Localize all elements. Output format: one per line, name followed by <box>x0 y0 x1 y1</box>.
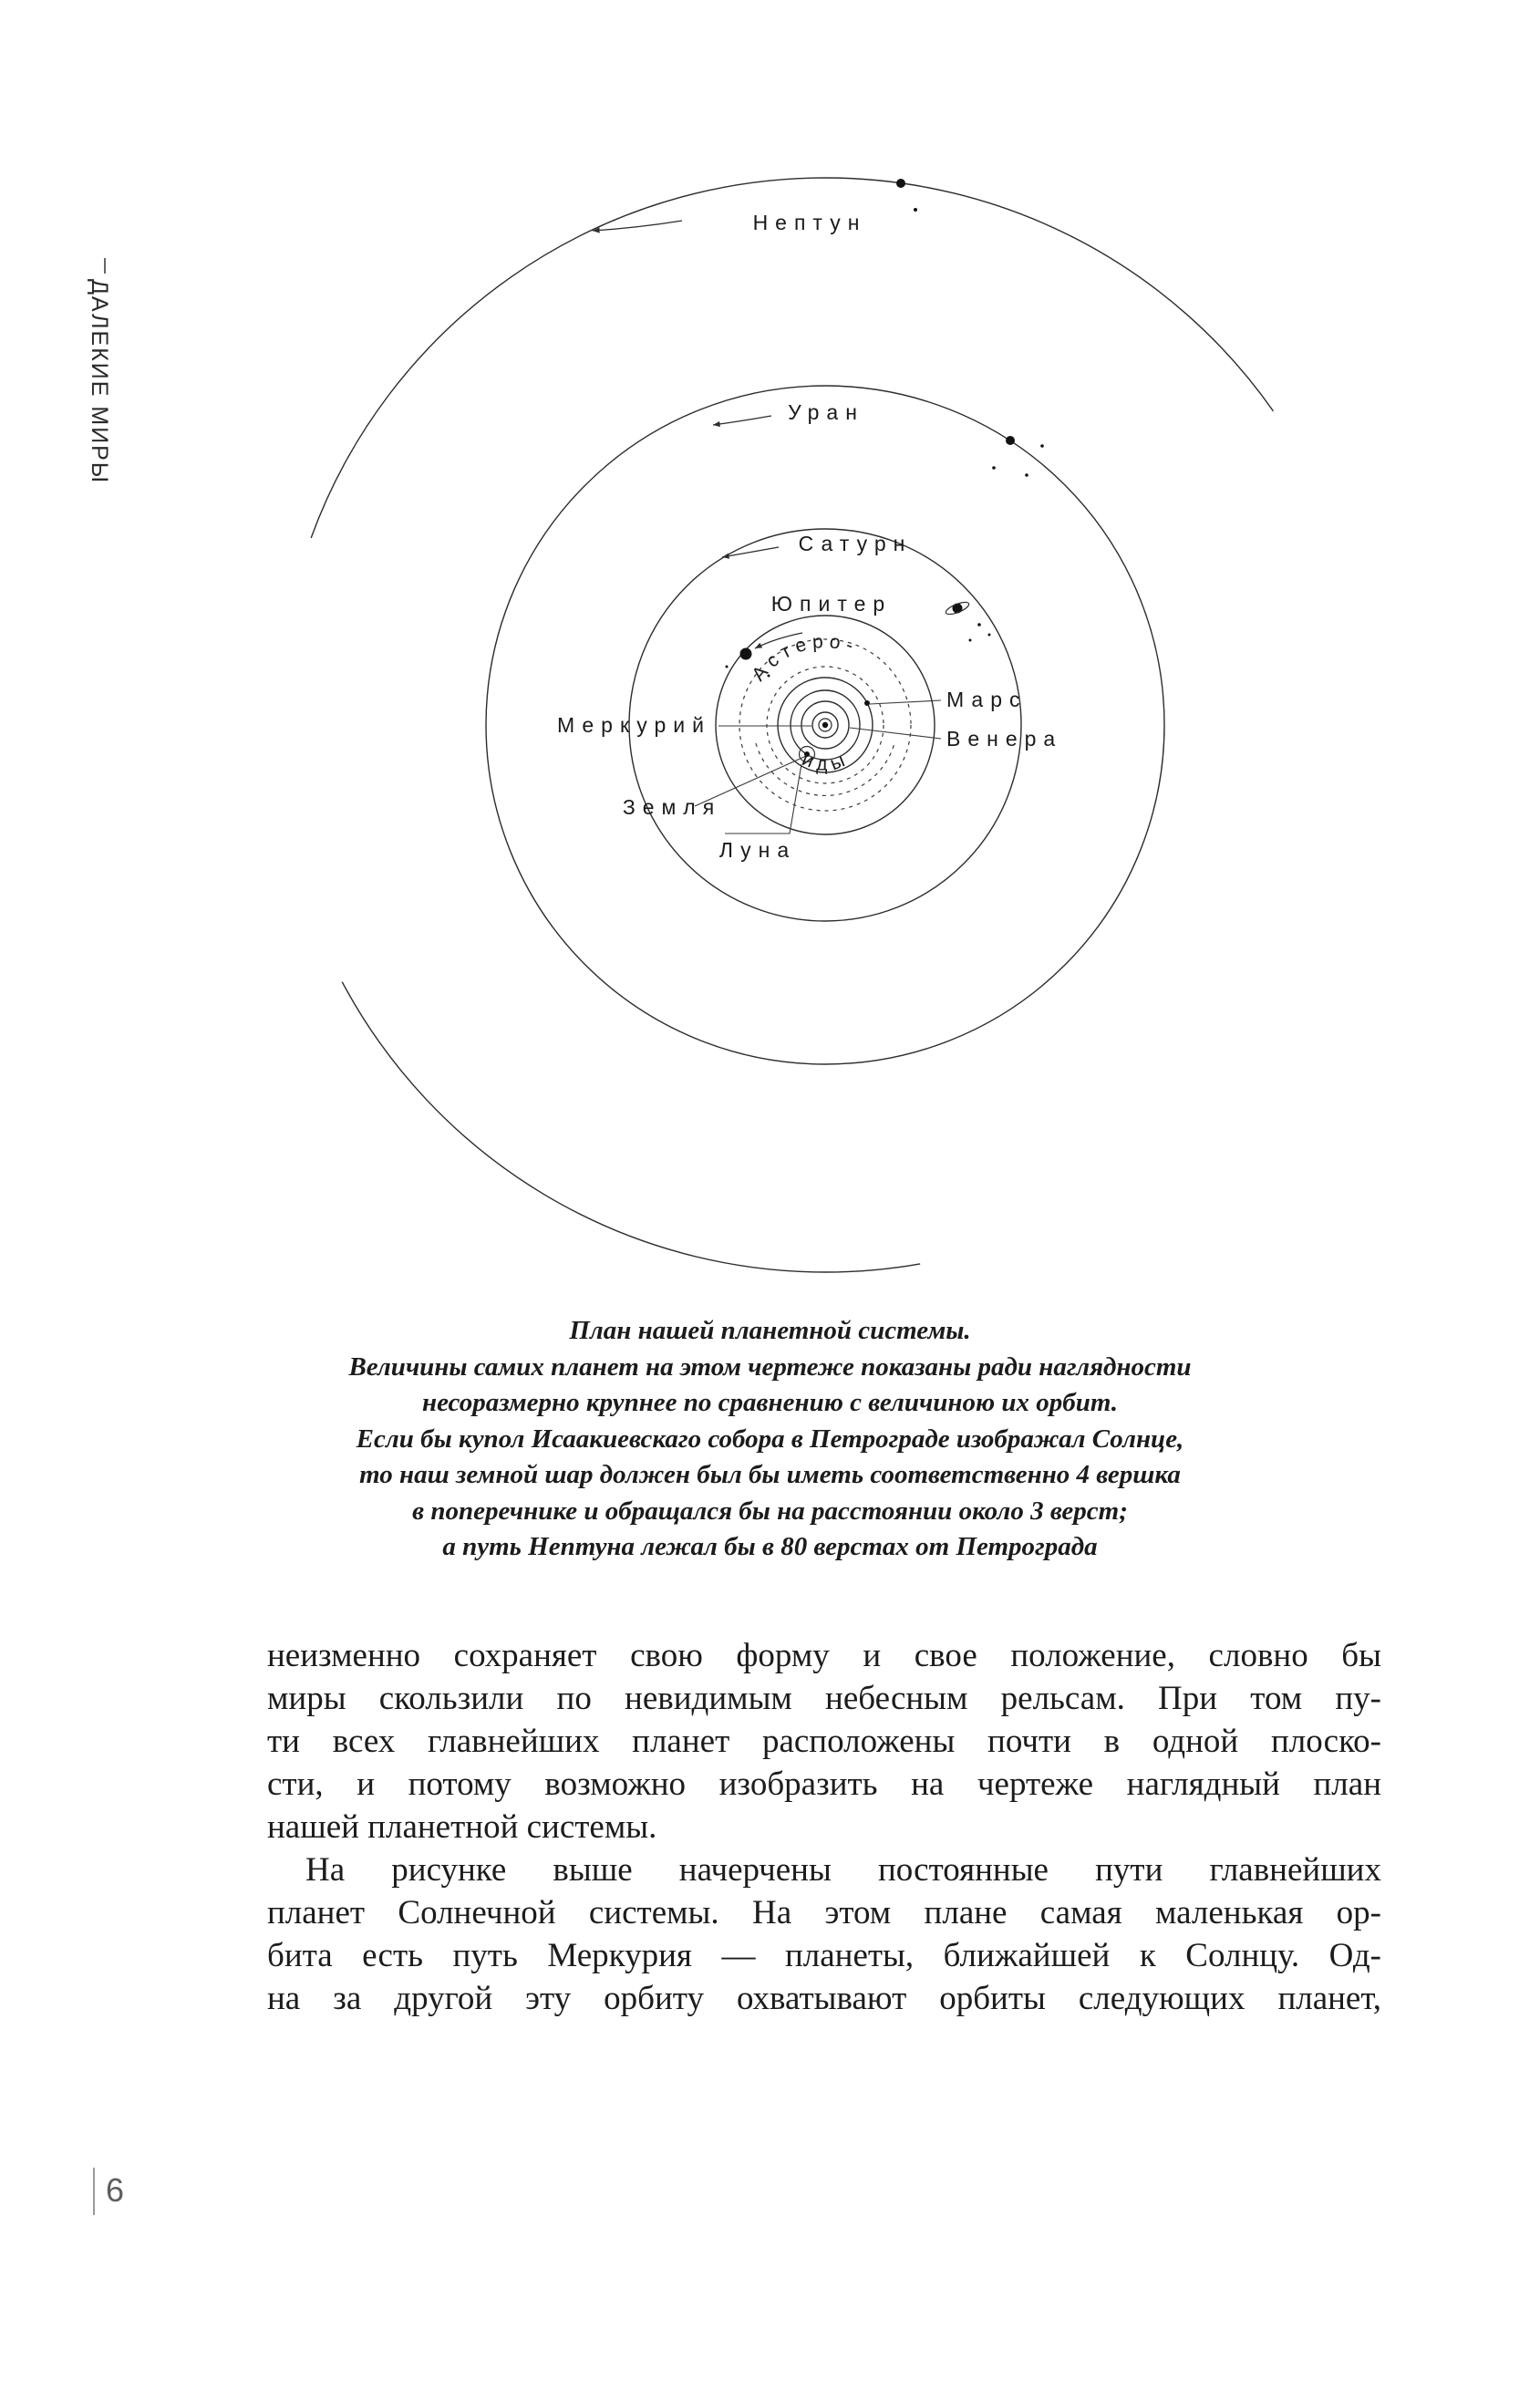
mars-leader-line <box>870 700 941 704</box>
caption-line: План нашей планетной системы. <box>569 1316 971 1345</box>
caption-line: Если бы купол Исаакиевскаго собора в Петрограде изображал Солнце, <box>356 1424 1184 1454</box>
caption-line: а путь Нептуна лежал бы в 80 верстах от Петрограда <box>442 1532 1098 1561</box>
moon-label: Луна <box>718 838 797 862</box>
uranus-moon-dot <box>1040 444 1044 448</box>
uranus-moon-dot <box>992 466 996 470</box>
neptune-moon-dot <box>914 208 917 212</box>
neptune-label: Нептун <box>752 211 867 234</box>
sidebar-running-title: ДАЛЕКИЕ МИРЫ <box>87 279 112 484</box>
caption-line: Величины самих планет на этом чертеже показаны ради наглядности <box>348 1351 1192 1382</box>
uranus-dot <box>1006 436 1015 445</box>
asteroids-label-bottom: иды <box>799 748 853 775</box>
caption-line: в поперечнике и обращался бы на расстоянии около 3 верст; <box>412 1496 1128 1526</box>
neptune-direction-arrow <box>593 221 682 231</box>
saturn-moon-dot <box>988 634 991 637</box>
jupiter-moon-dot <box>726 666 729 668</box>
body-line: неизменно сохраняет свою форму и свое положение, словно бы <box>267 1637 1381 1674</box>
caption-line: то наш земной шар должен был бы иметь соответственно 4 вершка <box>359 1460 1181 1489</box>
moon-leader-line <box>725 764 801 834</box>
neptune-dot <box>896 179 905 188</box>
jupiter-dot <box>740 648 752 660</box>
saturn-label: Сатурн <box>798 532 913 555</box>
body-line: миры скользили по невидимым небесным рельсам. При том пу- <box>267 1680 1381 1717</box>
body-line: на за другой эту орбиту охватывают орбиты следующих планет, <box>267 1980 1381 2017</box>
venus-leader-line <box>850 728 941 739</box>
uranus-moon-dot <box>1025 473 1028 477</box>
body-line: ти всех главнейших планет расположены почти в одной плоско- <box>267 1723 1381 1760</box>
mercury-label: Меркурий <box>556 713 711 737</box>
body-line: нашей планетной системы. <box>267 1808 657 1846</box>
mars-label: Марс <box>946 688 1028 711</box>
saturn-moon-dot <box>969 639 972 642</box>
body-text <box>267 1634 1381 2020</box>
uranus-label: Уран <box>788 400 864 424</box>
uranus-direction-arrow <box>713 416 771 425</box>
venus-label: Венера <box>946 727 1063 751</box>
caption-line: несоразмерно крупнее по сравнению с величиною их орбит. <box>421 1388 1119 1417</box>
body-line: бита есть путь Меркурия — планеты, ближайшей к Солнцу. Од- <box>267 1937 1381 1974</box>
jupiter-label: Юпитер <box>770 592 893 616</box>
earth-label: Земля <box>622 795 722 819</box>
body-line: сти, и потому возможно изобразить на чертеже наглядный план <box>267 1766 1381 1803</box>
saturn-moon-dot <box>977 623 981 626</box>
saturn-direction-arrow <box>722 547 779 557</box>
figure-caption <box>0 1313 1540 1566</box>
page-number: 6 <box>106 2171 125 2209</box>
asteroids-label-top: Астеро- <box>748 630 862 686</box>
body-line: планет Солнечной системы. На этом плане самая маленькая ор- <box>267 1894 1381 1931</box>
sun-dot <box>822 722 828 728</box>
body-line: На рисунке выше начерчены постоянные пути главнейших <box>305 1851 1381 1889</box>
mars-dot <box>864 700 870 706</box>
page-number-rule <box>93 2168 95 2215</box>
